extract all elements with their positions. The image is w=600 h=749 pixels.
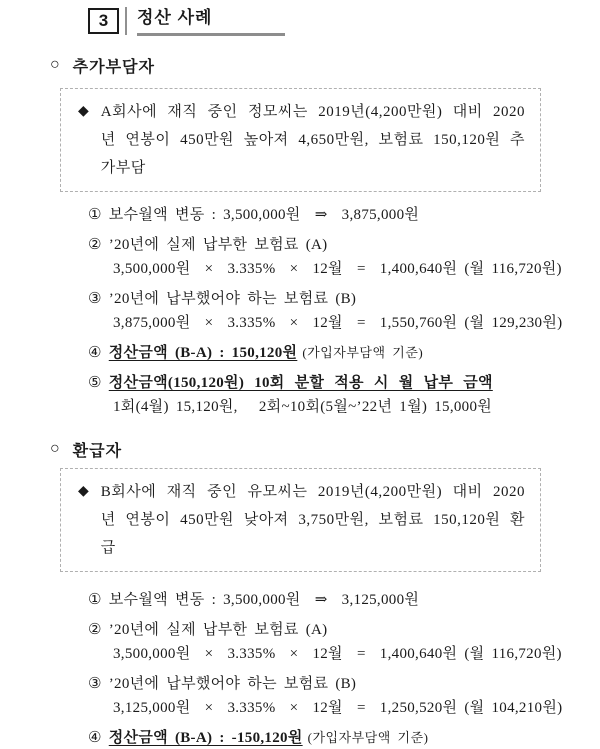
list-item [88,288,600,334]
item-formula: 3,500,000원 × 3.335% × 12월 = 1,400,640원 (월 116,720원) [113,646,562,662]
item-text: ’20년에 실제 납부한 보험료 (A) [108,237,328,253]
callout-text: B회사에 재직 중인 유모씨는 2019년(4,200만원) 대비 2020년 연봉이 450만원 낮아져 3,750만원, 보험료 150,120원 환급 [100,484,525,556]
list-item [88,204,600,226]
item-number-icon: ② [88,237,102,253]
item-number-icon: ④ [88,730,102,746]
list-item [88,727,600,749]
item-number-icon: ② [88,622,102,638]
list-item [88,673,600,719]
circle-bullet-icon: ○ [50,56,61,73]
section-label-burden [50,54,600,76]
list-item [88,619,600,665]
item-note: (가입자부담액 기준) [302,345,424,360]
item-formula: 3,500,000원 × 3.335% × 12월 = 1,400,640원 (월 116,720원) [113,261,562,277]
item-emphasis: 정산금액 (B-A) : -150,120원 [108,730,303,746]
section-label-text: 환급자 [72,442,123,460]
item-text: ’20년에 납부했어야 하는 보험료 (B) [108,291,357,307]
item-number-icon: ① [88,207,102,223]
list-item [88,372,600,418]
item-number-icon: ① [88,592,102,608]
item-number-icon: ③ [88,676,102,692]
diamond-bullet-icon: ◆ [78,484,89,499]
title-underline [137,7,285,36]
list-item [88,342,600,364]
item-number-icon: ⑤ [88,375,102,391]
circle-bullet-icon: ○ [50,440,61,457]
section-label-refund [50,438,600,460]
item-list-refund [88,589,600,749]
diamond-bullet-icon: ◆ [78,104,89,119]
section-number: 3 [98,11,109,30]
item-emphasis: 정산금액 (B-A) : 150,120원 [108,345,298,361]
section-number-box [88,8,119,34]
item-emphasis: 정산금액(150,120원) 10회 분할 적용 시 월 납부 금액 [108,375,493,391]
item-text: 보수월액 변동 : 3,500,000원 ⇒ 3,875,000원 [108,207,420,223]
callout-box-refund [60,468,541,572]
list-item [88,234,600,280]
item-list-burden [88,204,600,418]
list-item [88,589,600,611]
item-text: 보수월액 변동 : 3,500,000원 ⇒ 3,125,000원 [108,592,420,608]
header-divider [125,7,127,35]
document-page [0,7,600,746]
item-note: (가입자부담액 기준) [307,730,429,745]
page-title: 정산 사례 [137,8,213,27]
item-formula: 3,125,000원 × 3.335% × 12월 = 1,250,520원 (월 104,210원) [113,700,563,716]
item-text: ’20년에 납부했어야 하는 보험료 (B) [108,676,357,692]
item-number-icon: ④ [88,345,102,361]
item-formula: 3,875,000원 × 3.335% × 12월 = 1,550,760원 (월 129,230원) [113,315,563,331]
callout-box-burden [60,88,541,192]
item-detail: 1회(4월) 15,120원, 2회~10회(5월~’22년 1월) 15,000원 [113,399,493,415]
doc-header [88,7,600,41]
section-label-text: 추가부담자 [72,58,155,76]
item-number-icon: ③ [88,291,102,307]
item-text: ’20년에 실제 납부한 보험료 (A) [108,622,328,638]
callout-text: A회사에 재직 중인 정모씨는 2019년(4,200만원) 대비 2020년 연봉이 450만원 높아져 4,650만원, 보험료 150,120원 추가부담 [100,104,525,176]
